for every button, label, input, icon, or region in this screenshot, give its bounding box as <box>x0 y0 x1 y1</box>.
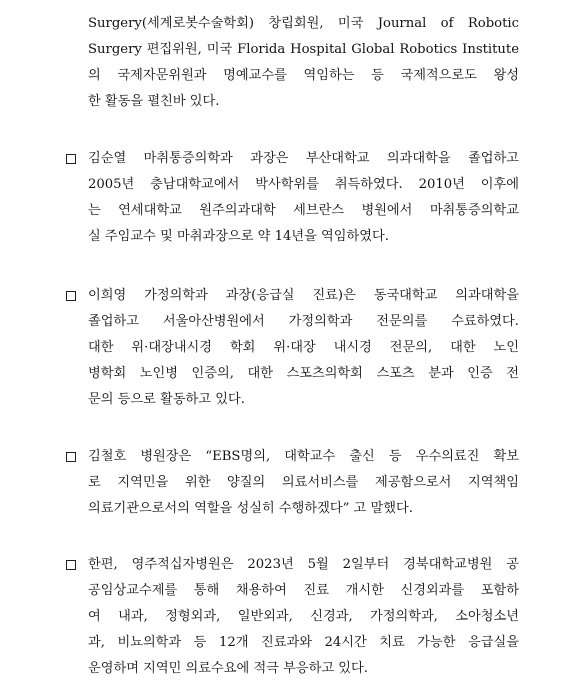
paragraph-line: Surgery 편집위원, 미국 Florida Hospital Global Robotics Institute <box>88 42 519 57</box>
paragraph-line: Surgery(세계로봇수술학회) 창립회원, 미국 Journal of Robotic <box>88 16 519 31</box>
paragraph-line: 의료기관으로서의 역할을 성실히 수행하겠다” 고 말했다. <box>88 501 413 516</box>
checkbox-bullet-icon <box>66 154 76 164</box>
paragraph-line: 한 활동을 펼친바 있다. <box>88 94 220 109</box>
paragraph-line: 이희영 가정의학과 과장(응급실 진료)은 동국대학교 의과대학을 <box>88 288 519 303</box>
paragraph-line: 실 주임교수 및 마취과장으로 약 14년을 역임하였다. <box>88 229 389 244</box>
checkbox-bullet-icon <box>66 452 76 462</box>
paragraph-line: 병학회 노인병 인증의, 대한 스포츠의학회 스포츠 분과 인증 전 <box>88 366 519 381</box>
paragraph-line: 로 지역민을 위한 양질의 의료서비스를 제공함으로서 지역책임 <box>88 475 519 490</box>
paragraph-line: 2005년 충남대학교에서 박사학위를 취득하였다. 2010년 이후에 <box>88 177 519 192</box>
paragraph-line: 과, 비뇨의학과 등 12개 진료과와 24시간 치료 가능한 응급실을 <box>88 635 519 650</box>
paragraph-line: 김순열 마취통증의학과 과장은 부산대학교 의과대학을 졸업하고 <box>88 151 519 166</box>
paragraph-line: 한편, 영주적십자병원은 2023년 5월 2일부터 경북대학교병원 공 <box>88 557 519 572</box>
paragraph-line: 의 국제자문위원과 명예교수를 역임하는 등 국제적으로도 왕성 <box>88 68 519 83</box>
paragraph-line: 는 연세대학교 원주의과대학 세브란스 병원에서 마취통증의학교 <box>88 203 519 218</box>
checkbox-bullet-icon <box>66 560 76 570</box>
paragraph-line: 졸업하고 서울아산병원에서 가정의학과 전문의를 수료하였다. <box>88 314 519 329</box>
paragraph-line: 문의 등으로 활동하고 있다. <box>88 392 245 407</box>
checkbox-bullet-icon <box>66 291 76 301</box>
paragraph-line: 여 내과, 정형외과, 일반외과, 신경과, 가정의학과, 소아청소년 <box>88 609 519 624</box>
paragraph-line: 공임상교수제를 통해 채용하여 진료 개시한 신경외과를 포함하 <box>88 583 519 598</box>
paragraph-line: 운영하며 지역민 의료수요에 적극 부응하고 있다. <box>88 661 368 676</box>
paragraph-line: 대한 위·대장내시경 학회 위·대장 내시경 전문의, 대한 노인 <box>88 340 519 355</box>
paragraph-line: 김철호 병원장은 “EBS명의, 대학교수 출신 등 우수의료진 확보 <box>88 449 519 464</box>
